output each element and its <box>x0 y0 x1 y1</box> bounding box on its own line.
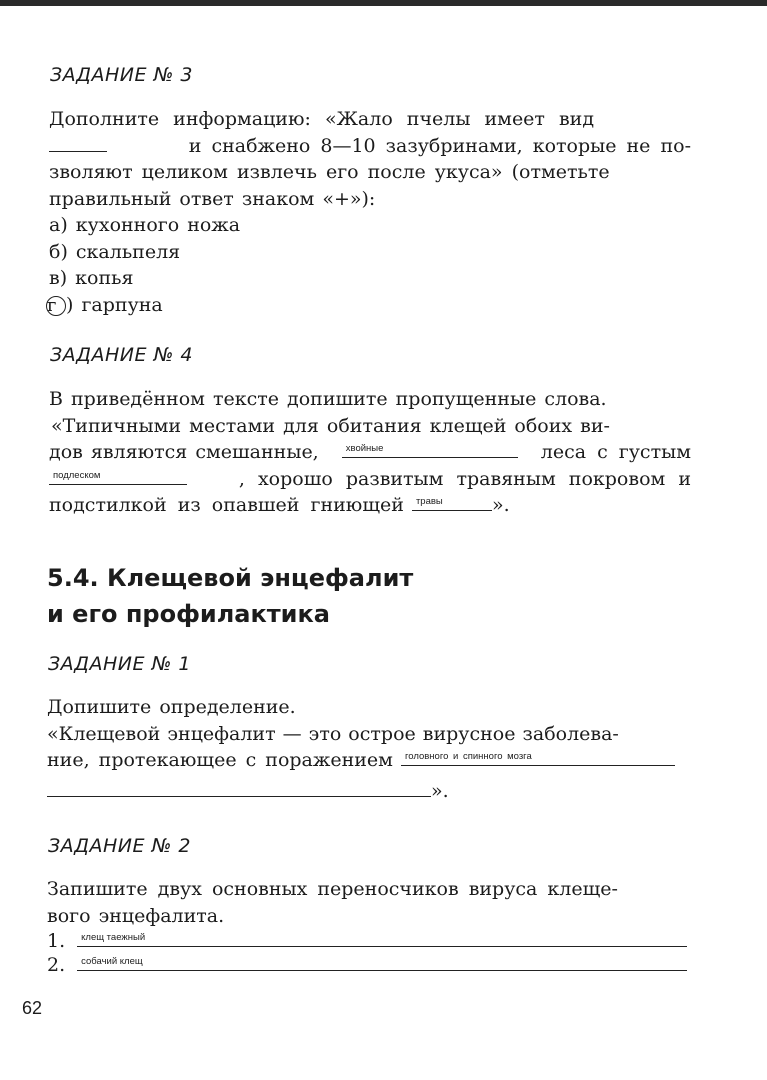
section-title-line2: и его профилактика <box>47 600 330 628</box>
option-letter: в) <box>49 267 68 289</box>
task1-line2-start: ние, протекающее с поражением <box>47 749 393 771</box>
task1-line1: «Клещевой энцефалит — это острое вирусное заболева- <box>47 722 619 745</box>
handwritten-answer3: травы <box>415 496 443 507</box>
task1-blank-line1[interactable] <box>401 747 675 766</box>
task3-line3: зволяют целиком извлечь его после укуса» (отметьте <box>49 161 610 183</box>
handwritten-answer2: подлеском <box>53 469 101 481</box>
section-title-line1: 5.4. Клещевой энцефалит <box>47 564 414 592</box>
section-title <box>47 560 413 632</box>
task1-text <box>47 694 691 804</box>
task1-heading: ЗАДАНИЕ № 1 <box>48 653 191 675</box>
task2-line2: вого энцефалита. <box>47 904 225 927</box>
task4-line4-start: подстилкой из опавшей гниющей <box>49 494 404 516</box>
task4-blank3[interactable] <box>412 492 492 511</box>
option-a[interactable] <box>49 212 240 239</box>
task4-instruction: В приведённом тексте допишите пропущенные слова. <box>49 388 607 410</box>
item-number: 2. <box>47 954 66 976</box>
option-text: гарпуна <box>81 293 163 316</box>
task1-blank-line2[interactable] <box>47 778 431 797</box>
option-letter: а) <box>49 214 68 236</box>
task4-text <box>49 386 691 519</box>
task4-blank2[interactable] <box>49 466 187 485</box>
task3-line1: Дополните информацию: «Жало пчелы имеет вид <box>49 108 595 130</box>
task4-line2-end: леса с густым <box>540 441 691 463</box>
handwritten-answer1: хвойные <box>345 443 384 454</box>
task3-text <box>49 106 691 212</box>
option-c[interactable] <box>49 265 240 292</box>
handwritten-answer-1: клещ таежный <box>81 932 146 943</box>
task4-heading: ЗАДАНИЕ № 4 <box>50 344 193 366</box>
task2-heading: ЗАДАНИЕ № 2 <box>48 835 191 857</box>
task4-line3-end: , хорошо развитым травяным покровом и <box>238 467 691 490</box>
page-top-edge <box>0 0 767 6</box>
handwritten-answer: головного и спинного мозга <box>405 751 532 762</box>
option-text: копья <box>75 267 134 289</box>
task2-text <box>47 876 689 929</box>
task3-options <box>49 212 240 318</box>
task4-blank1[interactable] <box>342 439 518 458</box>
option-letter: б) <box>49 240 68 263</box>
option-text: скальпеля <box>75 240 181 263</box>
task4-line4-end: ». <box>491 494 510 516</box>
task2-answer-line2[interactable] <box>77 952 687 971</box>
task4-line2-start: дов являются смешанные, <box>49 441 319 463</box>
task2-answers <box>47 928 689 976</box>
task1-line3-end: ». <box>431 779 449 802</box>
handwritten-answer-2: собачий клещ <box>81 956 143 967</box>
task2-answer-line1[interactable] <box>77 928 687 947</box>
task3-blank[interactable] <box>49 133 107 152</box>
option-d[interactable]: г ) гарпуна <box>49 292 240 319</box>
task3-line2: и снабжено 8—10 зазубринами, которые не по- <box>188 134 691 157</box>
task2-line1: Запишите двух основных переносчиков вируса клеще- <box>47 878 618 900</box>
task1-instruction: Допишите определение. <box>47 696 296 718</box>
option-text: кухонного ножа <box>75 214 241 236</box>
page-number: 62 <box>22 998 43 1018</box>
option-letter-circled: г <box>46 296 66 316</box>
item-number: 1. <box>47 930 66 952</box>
task3-line4: правильный ответ знаком «+»): <box>49 187 376 210</box>
task3-heading: ЗАДАНИЕ № 3 <box>50 64 193 86</box>
task4-line1: «Типичными местами для обитания клещей обоих ви- <box>51 414 610 437</box>
option-b[interactable] <box>49 239 240 266</box>
